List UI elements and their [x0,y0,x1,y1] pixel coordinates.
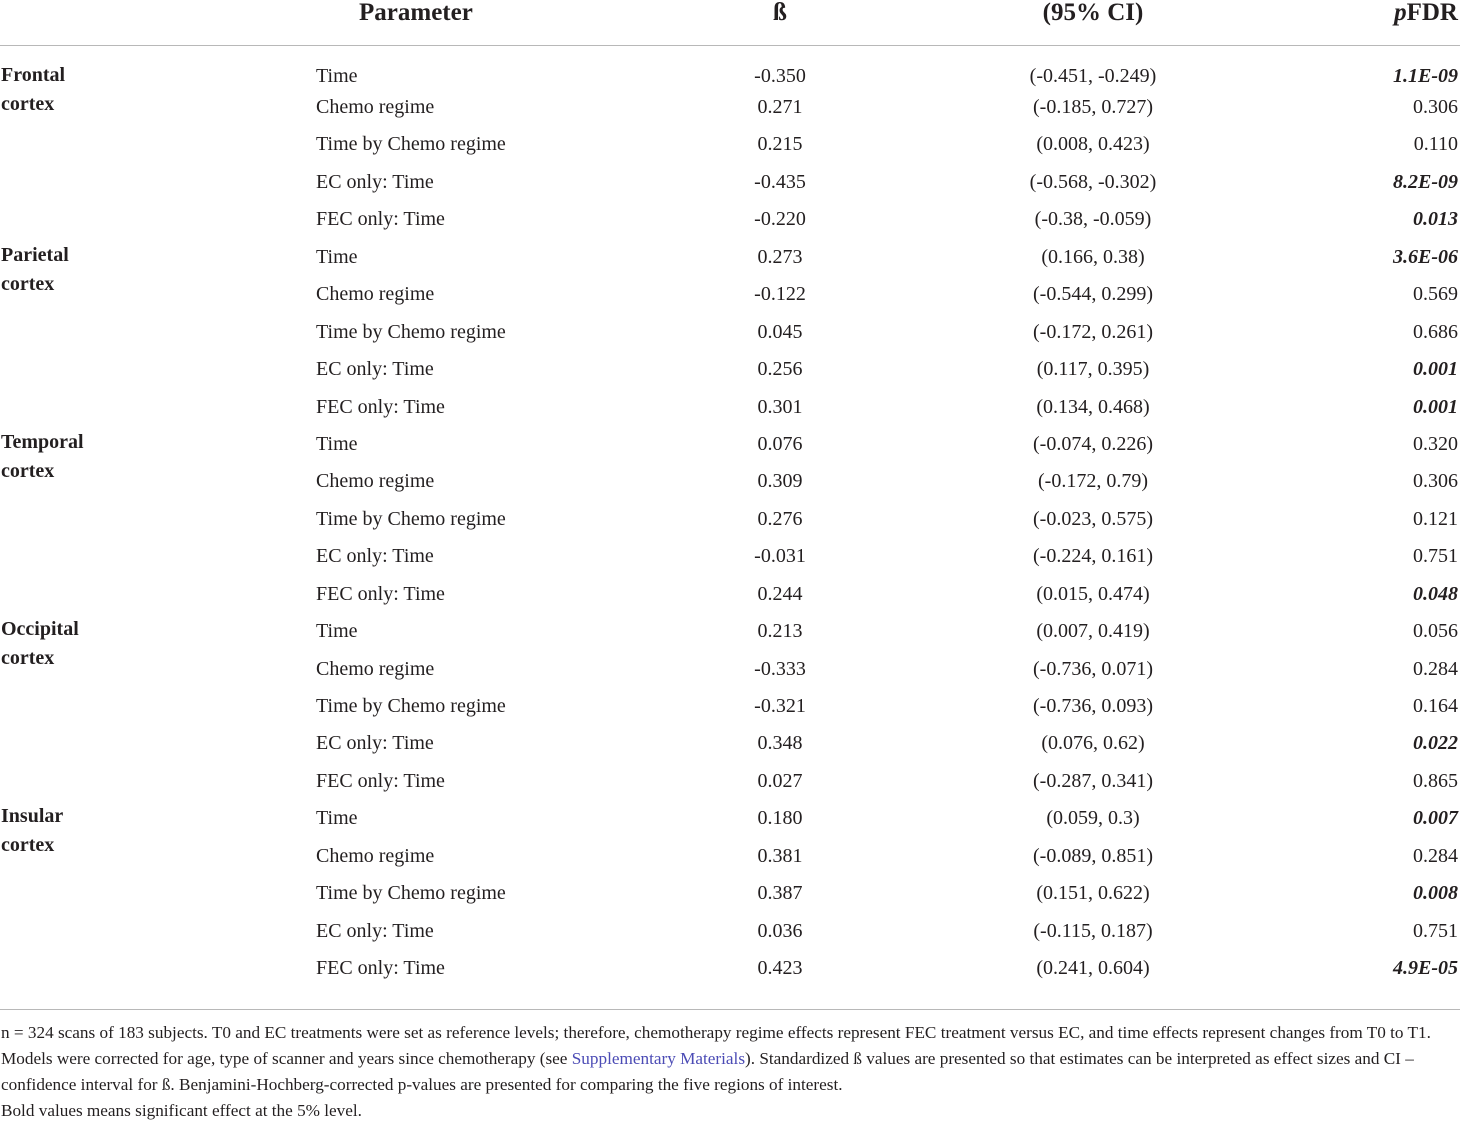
pfdr-cell: 0.056 [1413,620,1458,643]
header-ci: (95% CI) [915,0,1245,46]
ci-cell: (-0.185, 0.727) [1033,96,1153,118]
param-cell: Time [316,807,358,830]
beta-cell: 0.027 [757,769,803,792]
beta-cell: -0.333 [754,657,806,680]
pfdr-cell: 0.306 [1413,470,1458,493]
ci-cell: (-0.172, 0.79) [1038,470,1148,493]
header-beta: ß [635,0,915,46]
ci-cell: (0.134, 0.468) [1036,395,1150,418]
beta-cell: 0.381 [757,844,803,867]
pfdr-cell: 0.320 [1413,432,1458,455]
beta-cell: 0.256 [757,358,803,381]
supplementary-materials-link[interactable]: Supplementary Materials [571,1049,746,1068]
ci-cell: (-0.224, 0.161) [1033,545,1153,568]
beta-cell: 0.387 [757,882,803,905]
region-name: Occipital [1,618,79,641]
table-row [0,238,1460,275]
param-cell: FEC only: Time [316,395,445,418]
param-cell: Chemo regime [316,844,435,867]
param-cell: FEC only: Time [316,582,445,605]
table-body [0,46,1460,987]
param-cell: EC only: Time [316,170,434,193]
param-cell: EC only: Time [316,545,434,568]
ci-cell: (0.015, 0.474) [1036,582,1150,605]
param-cell: Time by Chemo regime [316,320,506,343]
pfdr-cell: 0.164 [1413,695,1458,717]
ci-cell: (-0.544, 0.299) [1033,283,1153,306]
header-pfdr-rest: FDR [1406,0,1458,26]
region-name: Insular [1,805,64,828]
param-cell: Time by Chemo regime [316,695,506,717]
header-row [0,0,1460,46]
region-cell [0,425,305,612]
region-name: Frontal [1,64,66,86]
pfdr-cell-significant: 0.008 [1413,882,1458,905]
param-cell: Time [316,432,358,455]
table-footnote [1,1020,1457,1124]
ci-cell: (-0.023, 0.575) [1033,507,1153,530]
pfdr-cell: 0.284 [1413,844,1458,867]
pfdr-cell: 0.751 [1413,919,1458,942]
param-cell: Chemo regime [316,657,435,680]
beta-cell: -0.031 [754,545,806,568]
ci-cell: (-0.074, 0.226) [1033,432,1153,455]
header-region [0,0,305,46]
param-cell: FEC only: Time [316,208,445,231]
region-name: Parietal [1,243,69,266]
table-row [0,46,1460,89]
beta-cell: -0.435 [754,170,806,193]
pfdr-cell-significant: 0.001 [1413,395,1458,418]
region-cell [0,238,305,425]
region-suffix: cortex [1,272,55,295]
ci-cell: (0.166, 0.38) [1041,245,1145,268]
beta-cell: 0.244 [757,582,803,605]
header-pfdr-p: p [1394,0,1407,26]
ci-cell: (0.117, 0.395) [1036,358,1150,381]
beta-cell: 0.045 [757,320,803,343]
param-cell: Chemo regime [316,470,435,493]
footnote-bold-note: Bold values means significant effect at the 5% level. [1,1101,362,1120]
ci-cell: (-0.736, 0.071) [1033,657,1153,680]
region-cell [0,46,305,238]
ci-cell: (0.076, 0.62) [1041,732,1145,755]
footnote-text-before-link: n = 324 scans of 183 subjects. T0 and EC treatments were set as reference levels; therefore, chemotherapy regime effects represent FEC treatment versus EC, and time effects represent changes from T0 to T1. Models were corrected for age, type of scanner and years since chemotherapy (see [1,1023,1431,1068]
header-parameter: Parameter [305,0,635,46]
pfdr-cell: 0.751 [1413,545,1458,568]
ci-cell: (-0.568, -0.302) [1029,170,1157,193]
pfdr-cell: 0.865 [1413,769,1458,792]
ci-cell: (-0.172, 0.261) [1033,320,1153,343]
header-pfdr [1245,0,1460,46]
pfdr-cell: 0.306 [1413,96,1458,118]
pfdr-cell-significant: 0.022 [1413,732,1458,755]
region-suffix: cortex [1,834,55,857]
pfdr-cell-significant: 8.2E-09 [1393,170,1458,193]
pfdr-cell-significant: 0.007 [1413,807,1458,830]
ci-cell: (-0.38, -0.059) [1034,208,1152,231]
region-suffix: cortex [1,93,55,115]
beta-cell: -0.350 [754,65,806,87]
ci-cell: (-0.736, 0.093) [1033,695,1153,717]
beta-cell: 0.215 [757,133,803,156]
beta-cell: 0.276 [757,507,803,530]
ci-cell: (-0.089, 0.851) [1033,844,1153,867]
region-cell [0,612,305,799]
param-cell: Chemo regime [316,96,435,118]
param-cell: Time [316,65,358,87]
param-cell: EC only: Time [316,919,434,942]
table-row [0,425,1460,462]
param-cell: FEC only: Time [316,957,445,980]
beta-cell: -0.122 [754,283,806,306]
param-cell: Time by Chemo regime [316,507,506,530]
region-name: Temporal [1,430,84,453]
pfdr-cell-significant: 1.1E-09 [1393,65,1458,87]
region-cell [0,799,305,986]
ci-cell: (-0.287, 0.341) [1033,769,1153,792]
ci-cell: (0.241, 0.604) [1036,957,1150,980]
param-cell: Time by Chemo regime [316,133,506,156]
param-cell: FEC only: Time [316,769,445,792]
table-row [0,612,1460,649]
pfdr-cell-significant: 0.013 [1413,208,1458,231]
param-cell: Time [316,245,358,268]
region-suffix: cortex [1,459,55,482]
beta-cell: 0.309 [757,470,803,493]
param-cell: Time by Chemo regime [316,882,506,905]
pfdr-cell-significant: 0.048 [1413,582,1458,605]
beta-cell: -0.220 [754,208,806,231]
ci-cell: (-0.451, -0.249) [1029,65,1157,87]
pfdr-cell-significant: 4.9E-05 [1393,957,1458,980]
beta-cell: 0.273 [757,245,803,268]
pfdr-cell: 0.284 [1413,657,1458,680]
param-cell: Chemo regime [316,283,435,306]
ci-cell: (0.008, 0.423) [1036,133,1150,156]
region-suffix: cortex [1,647,55,670]
table-row [0,799,1460,836]
pfdr-cell: 0.569 [1413,283,1458,306]
footnote-divider [0,1009,1460,1010]
footnote-paragraph [1,1020,1457,1098]
ci-cell: (0.059, 0.3) [1046,807,1140,830]
beta-cell: 0.301 [757,395,803,418]
param-cell: EC only: Time [316,358,434,381]
beta-cell: 0.076 [757,432,803,455]
pfdr-cell: 0.686 [1413,320,1458,343]
beta-cell: 0.271 [757,96,803,118]
pfdr-cell: 0.110 [1413,133,1458,156]
ci-cell: (0.007, 0.419) [1036,620,1150,643]
param-cell: Time [316,620,358,643]
beta-cell: 0.180 [757,807,803,830]
beta-cell: 0.423 [757,957,803,980]
ci-cell: (0.151, 0.622) [1036,882,1150,905]
beta-cell: 0.213 [757,620,803,643]
ci-cell: (-0.115, 0.187) [1033,919,1153,942]
footnote-text-after-link: ). Standardized ß values are presented so that estimates can be interpreted as effect sizes and CI – confidence interval for ß. Benjamini-Hochberg-corrected p-values are presented for comparing the five regions of interest. [1,1049,1414,1094]
pfdr-cell-significant: 3.6E-06 [1393,245,1458,268]
param-cell: EC only: Time [316,732,434,755]
beta-cell: 0.348 [757,732,803,755]
table-header [0,0,1460,46]
pfdr-cell: 0.121 [1413,507,1458,530]
beta-cell: 0.036 [757,919,803,942]
beta-cell: -0.321 [754,695,806,717]
pfdr-cell-significant: 0.001 [1413,358,1458,381]
